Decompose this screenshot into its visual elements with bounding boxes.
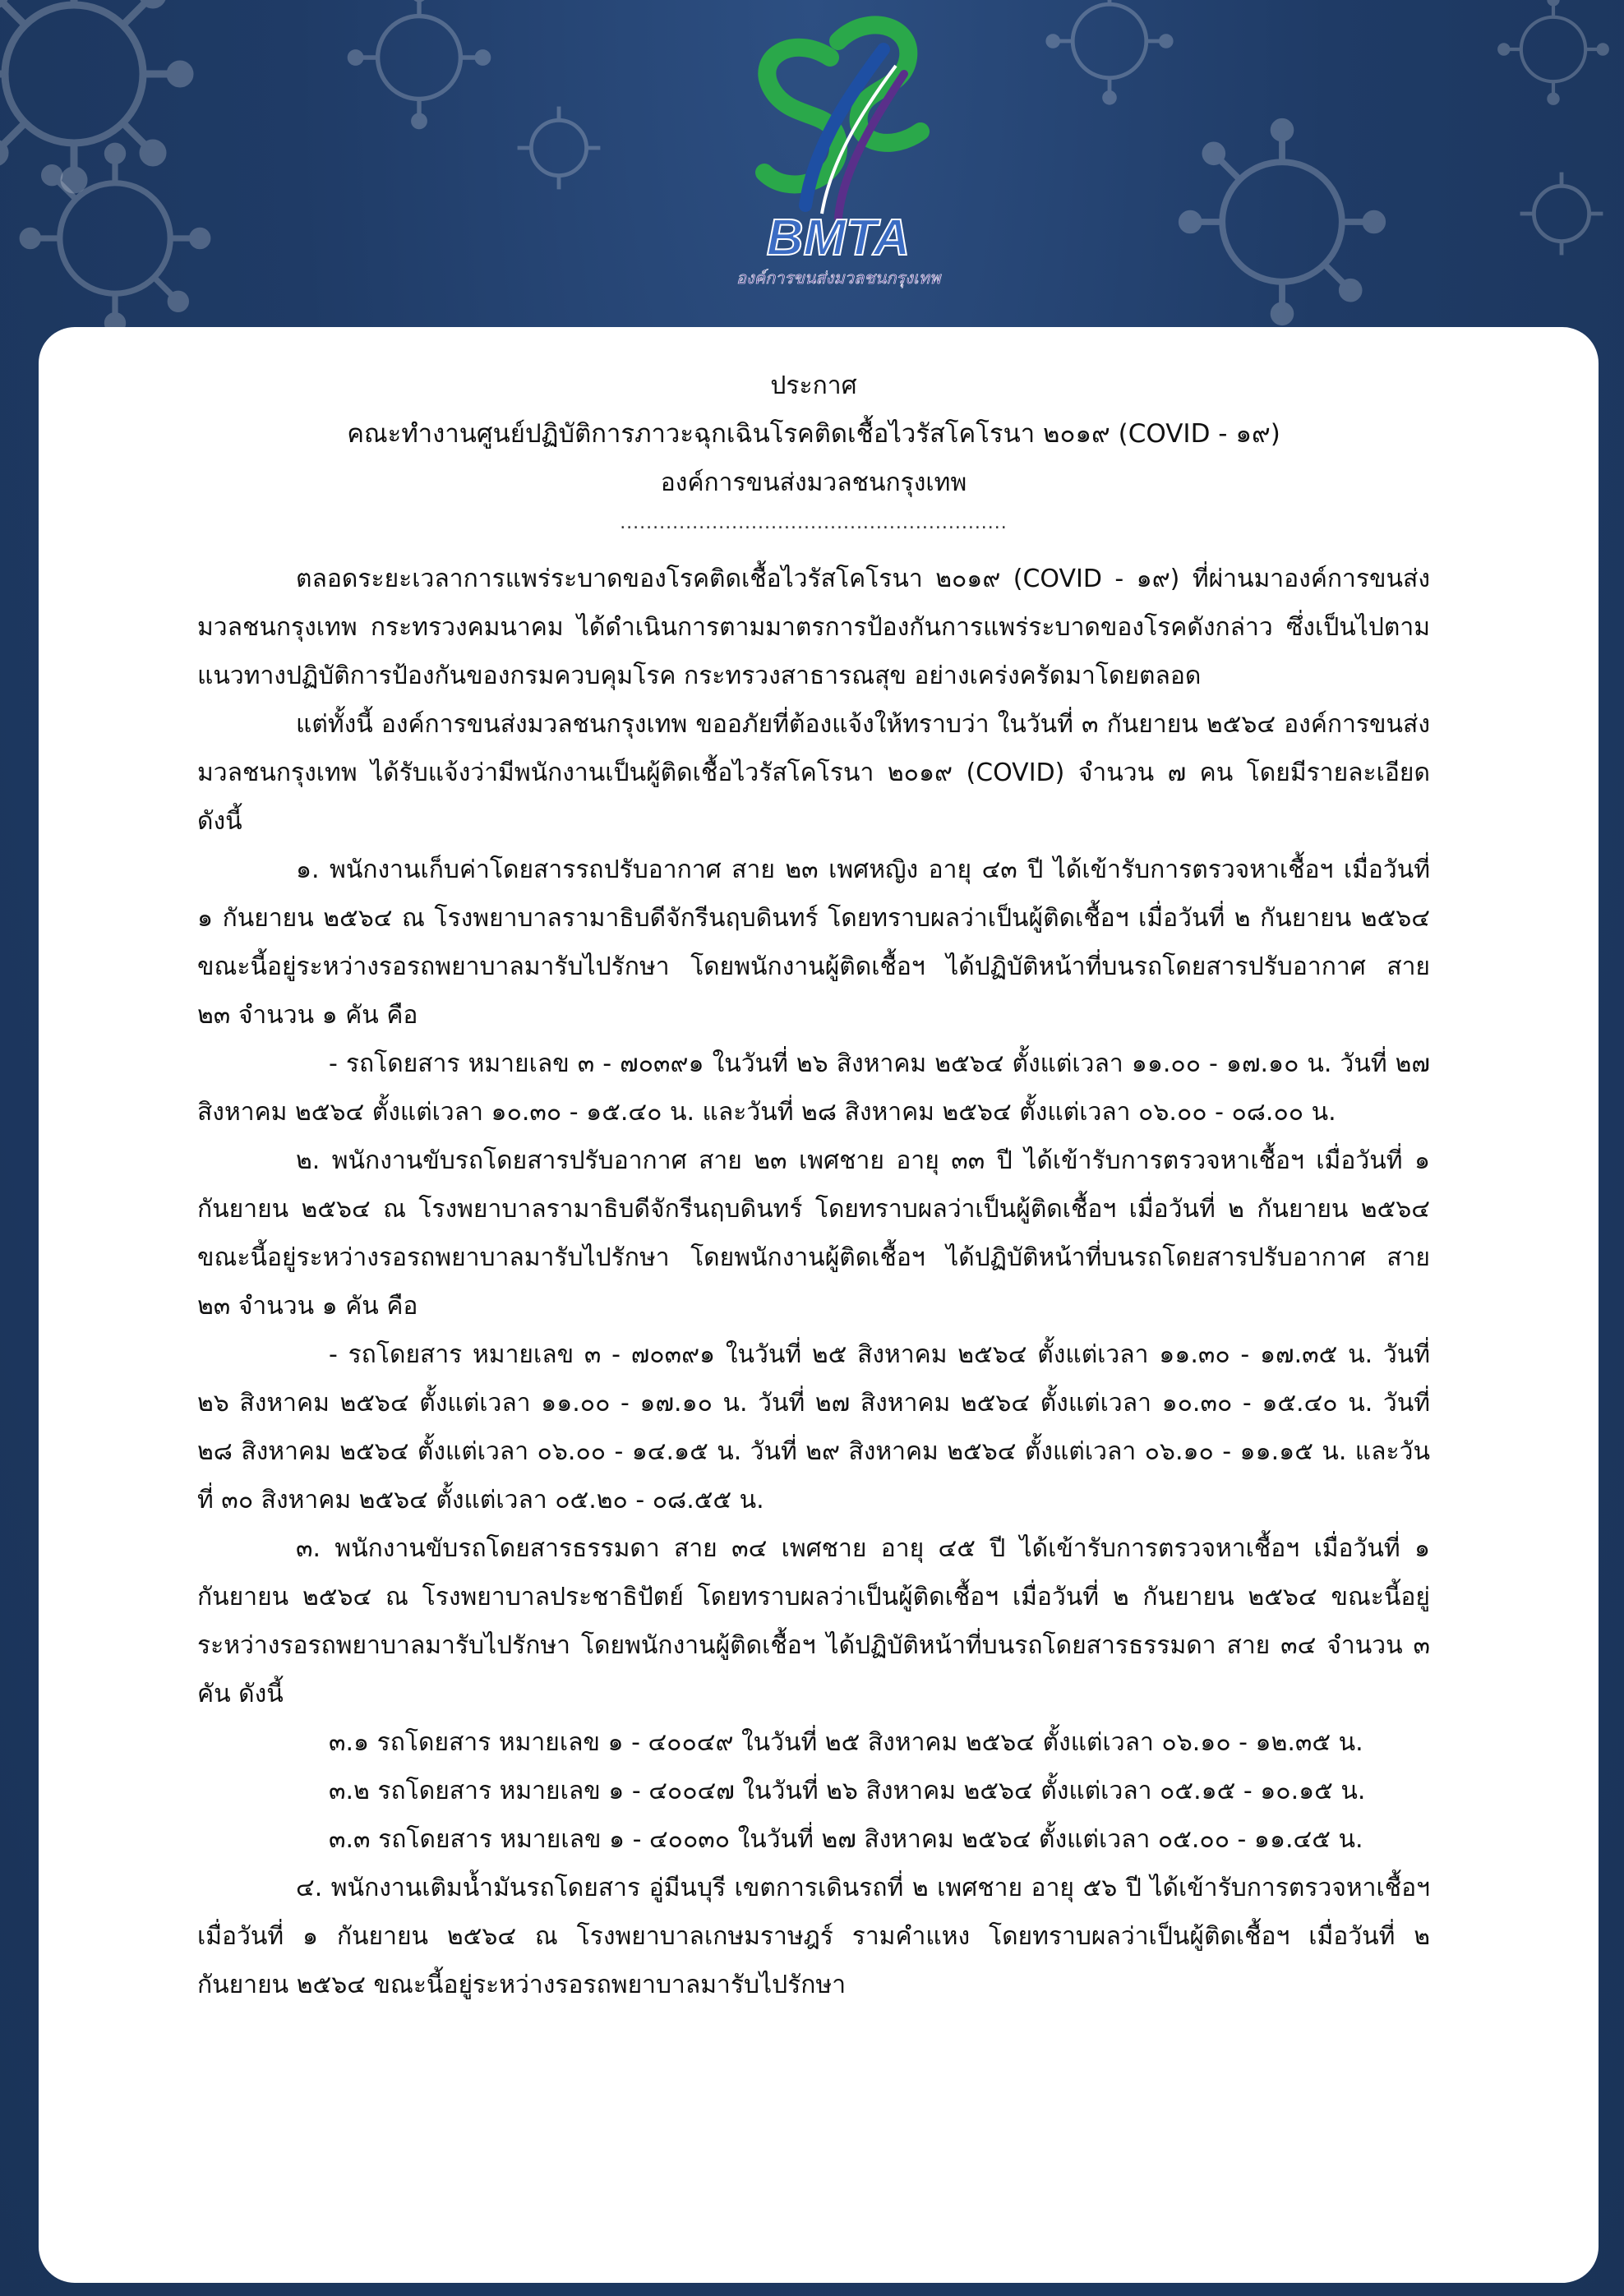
virus-icon <box>510 99 608 197</box>
case-4-paragraph: ๔. พนักงานเติมน้ำมันรถโดยสาร อู่มีนบุรี เขตการเดินรถที่ ๒ เพศชาย อายุ ๕๖ ปี ได้เข้ารับการตรวจหาเชื้อฯ เมื่อวันที่ ๑ กันยายน ๒๕๖๔ ณ โรงพยาบาลเกษมราษฎร์ รามคำแหง โดยทราบผลว่าเป็นผู้ติดเชื้อฯ เมื่อวันที่ ๒ กันยายน ๒๕๖๔ ขณะนี้อยู่ระหว่างรอรถพยาบาลมารับไปรักษา <box>197 1874 1430 1999</box>
virus-icon <box>1044 0 1175 107</box>
organization-name: องค์การขนส่งมวลชนกรุงเทพ <box>660 468 967 497</box>
case-3-bus-2: ๓.๒ รถโดยสาร หมายเลข ๑ - ๔๐๐๔๗ ในวันที่ ๒๖ สิงหาคม ๒๕๖๔ ตั้งแต่เวลา ๐๕.๑๕ - ๑๐.๑๕ น. <box>329 1777 1366 1805</box>
case-3-bus-3: ๓.๓ รถโดยสาร หมายเลข ๑ - ๔๐๐๓๐ ในวันที่ ๒๗ สิงหาคม ๒๕๖๔ ตั้งแต่เวลา ๐๕.๐๐ - ๑๑.๔๕ น. <box>329 1825 1363 1854</box>
case-1-paragraph: ๑. พนักงานเก็บค่าโดยสารรถปรับอากาศ สาย ๒๓ เพศหญิง อายุ ๔๓ ปี ได้เข้ารับการตรวจหาเชื้อฯ เมื่อวันที่ ๑ กันยายน ๒๕๖๔ ณ โรงพยาบาลรามาธิบดีจักรีนฤบดินทร์ โดยทราบผลว่าเป็นผู้ติดเชื้อฯ เมื่อวันที่ ๒ กันยายน ๒๕๖๔ ขณะนี้อยู่ระหว่างรอรถพยาบาลมารับไปรักษา โดยพนักงานผู้ติดเชื้อฯ ได้ปฏิบัติหน้าที่บนรถโดยสารปรับอากาศ สาย ๒๓ จำนวน ๑ คัน คือ <box>197 855 1430 1030</box>
virus-icon <box>1496 0 1611 107</box>
intro-paragraph: ตลอดระยะเวลาการแพร่ระบาดของโรคติดเชื้อไวรัสโคโรนา ๒๐๑๙ (COVID - ๑๙) ที่ผ่านมาองค์การขนส่งมวลชนกรุงเทพ กระทรวงคมนาคม ได้ดำเนินการตามมาตรการป้องกันการแพร่ระบาดของโรคดังกล่าว ซึ่งเป็นไปตามแนวทางปฏิบัติการป้องกันของกรมควบคุมโรค กระทรวงสาธารณสุข อย่างเคร่งครัดมาโดยตลอด <box>197 565 1430 690</box>
case-3-paragraph: ๓. พนักงานขับรถโดยสารธรรมดา สาย ๓๔ เพศชาย อายุ ๔๕ ปี ได้เข้ารับการตรวจหาเชื้อฯ เมื่อวันที่ ๑ กันยายน ๒๕๖๔ ณ โรงพยาบาลประชาธิปัตย์ โดยทราบผลว่าเป็นผู้ติดเชื้อฯ เมื่อวันที่ ๒ กันยายน ๒๕๖๔ ขณะนี้อยู่ระหว่างรอรถพยาบาลมารับไปรักษา โดยพนักงานผู้ติดเชื้อฯ ได้ปฏิบัติหน้าที่บนรถโดยสารธรรมดา สาย ๓๔ จำนวน ๓ คัน ดังนี้ <box>197 1534 1430 1708</box>
virus-icon <box>16 140 214 337</box>
announcement-heading: ประกาศ <box>770 371 857 400</box>
announcement-document <box>197 362 1430 2009</box>
case-3-bus-1: ๓.๑ รถโดยสาร หมายเลข ๑ - ๔๐๐๔๙ ในวันที่ ๒๕ สิงหาคม ๒๕๖๔ ตั้งแต่เวลา ๐๖.๑๐ - ๑๒.๓๕ น. <box>329 1728 1363 1757</box>
notice-paragraph: แต่ทั้งนี้ องค์การขนส่งมวลชนกรุงเทพ ขออภัยที่ต้องแจ้งให้ทราบว่า ในวันที่ ๓ กันยายน ๒๕๖๔ องค์การขนส่งมวลชนกรุงเทพ ได้รับแจ้งว่ามีพนักงานเป็นผู้ติดเชื้อไวรัสโคโรนา ๒๐๑๙ (COVID) จำนวน ๗ คน โดยมีรายละเอียด ดังนี้ <box>197 710 1430 836</box>
virus-icon <box>1512 164 1611 263</box>
virus-icon <box>1175 115 1389 329</box>
virus-icon <box>345 0 493 131</box>
divider: ........................................................... <box>620 513 1008 533</box>
case-2-paragraph: ๒. พนักงานขับรถโดยสารปรับอากาศ สาย ๒๓ เพศชาย อายุ ๓๓ ปี ได้เข้ารับการตรวจหาเชื้อฯ เมื่อวันที่ ๑ กันยายน ๒๕๖๔ ณ โรงพยาบาลรามาธิบดีจักรีนฤบดินทร์ โดยทราบผลว่าเป็นผู้ติดเชื้อฯ เมื่อวันที่ ๒ กันยายน ๒๕๖๔ ขณะนี้อยู่ระหว่างรอรถพยาบาลมารับไปรักษา โดยพนักงานผู้ติดเชื้อฯ ได้ปฏิบัติหน้าที่บนรถโดยสารปรับอากาศ สาย ๒๓ จำนวน ๑ คัน คือ <box>197 1146 1430 1321</box>
logo-subtext: องค์การขนส่งมวลชนกรุงเทพ <box>736 268 941 288</box>
bmta-logo <box>715 8 962 296</box>
case-1-bus-detail: - รถโดยสาร หมายเลข ๓ - ๗๐๓๙๑ ในวันที่ ๒๖ สิงหาคม ๒๕๖๔ ตั้งแต่เวลา ๑๑.๐๐ - ๑๗.๑๐ น. วันที่ ๒๗ สิงหาคม ๒๕๖๔ ตั้งแต่เวลา ๑๐.๓๐ - ๑๕.๔๐ น. และวันที่ ๒๘ สิงหาคม ๒๕๖๔ ตั้งแต่เวลา ๐๖.๐๐ - ๐๘.๐๐ น. <box>197 1049 1430 1127</box>
committee-title: คณะทำงานศูนย์ปฏิบัติการภาวะฉุกเฉินโรคติดเชื้อไวรัสโคโรนา ๒๐๑๙ (COVID - ๑๙) <box>347 419 1280 449</box>
case-2-bus-detail: - รถโดยสาร หมายเลข ๓ - ๗๐๓๙๑ ในวันที่ ๒๕ สิงหาคม ๒๕๖๔ ตั้งแต่เวลา ๑๑.๓๐ - ๑๗.๓๕ น. วันที่ ๒๖ สิงหาคม ๒๕๖๔ ตั้งแต่เวลา ๑๑.๐๐ - ๑๗.๑๐ น. วันที่ ๒๗ สิงหาคม ๒๕๖๔ ตั้งแต่เวลา ๑๐.๓๐ - ๑๕.๔๐ น. วันที่ ๒๘ สิงหาคม ๒๕๖๔ ตั้งแต่เวลา ๐๖.๐๐ - ๑๔.๑๕ น. วันที่ ๒๙ สิงหาคม ๒๕๖๔ ตั้งแต่เวลา ๐๖.๑๐ - ๑๑.๑๕ น. และวันที่ ๓๐ สิงหาคม ๒๕๖๔ ตั้งแต่เวลา ๐๕.๒๐ - ๐๘.๕๕ น. <box>197 1340 1430 1515</box>
logo-wordmark: BMTA <box>766 210 911 266</box>
